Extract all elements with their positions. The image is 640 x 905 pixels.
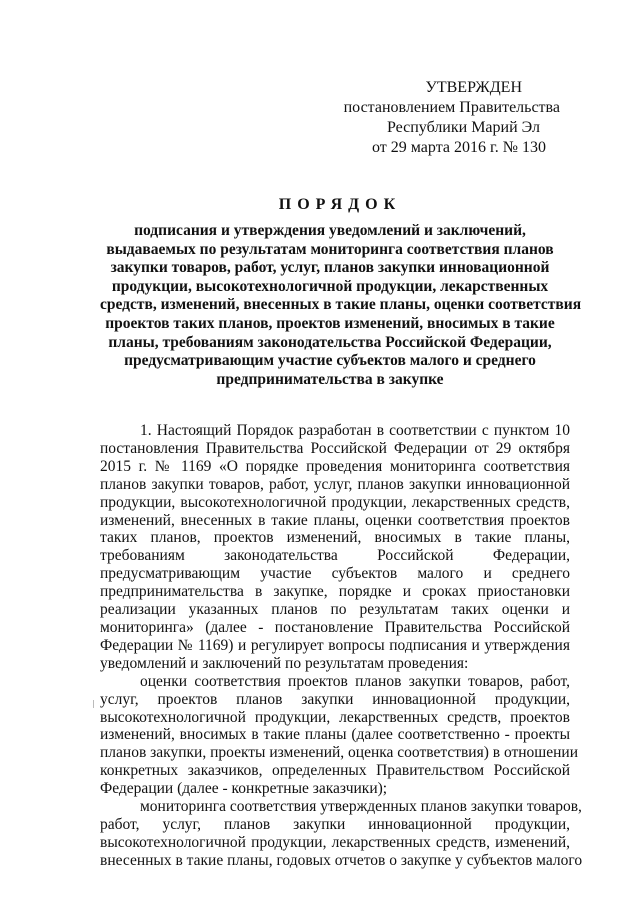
paragraph-line: 2015 г. № 1169 «О порядке проведения мониторинга соответствия [100, 457, 570, 475]
paragraph-line: предпринимательства в закупке, порядке и сроках приостановки [100, 583, 570, 601]
paragraph-line: планов закупки, проекты изменений, оценка соответствия) в отношении [100, 744, 579, 762]
subtitle-line: предпринимательства в закупке [216, 370, 444, 388]
subtitle-line: средств, изменений, внесенных в такие планы, оценки соответствия [100, 296, 582, 314]
paragraph-line: изменений, внесенных в такие планы, оценки соответствия проектов [100, 511, 570, 529]
subtitle-line: планы, требованиям законодательства Российской Федерации, [108, 333, 552, 351]
paragraph-line: планов закупки товаров, работ, услуг, планов закупки инновационной [100, 475, 570, 493]
document-subtitle [100, 222, 582, 389]
paragraph-line: таких планов, проектов изменений, вносимых в такие планы, [100, 529, 570, 547]
paragraph-line: мониторинга» (далее - постановление Правительства Российской [100, 618, 570, 636]
paragraph-line: уведомлений и заключений по результатам проведения: [100, 654, 469, 672]
approval-heading: УТВЕРЖДЕН [425, 79, 522, 96]
paragraph-line: требованиям законодательства Российской Федерации, [100, 547, 570, 565]
approval-date: от 29 марта 2016 г. № 130 [372, 139, 546, 156]
paragraph-line: реализации указанных планов по результатам таких оценки и [100, 601, 570, 619]
paragraph-line: продукции, высокотехнологичной продукции, лекарственных средств, [100, 493, 570, 511]
paragraph-line: работ, услуг, планов закупки инновационной продукции, [100, 815, 570, 833]
subtitle-line: выдаваемых по результатам мониторинга соответствия планов [106, 240, 554, 258]
document-body [100, 422, 583, 870]
paragraph-line: высокотехнологичной продукции, лекарственных средств, проектов [100, 708, 570, 726]
paragraph-line: постановления Правительства Российской Федерации от 29 октября [100, 439, 570, 457]
paragraph-line: мониторинга соответствия утвержденных планов закупки товаров, [140, 798, 582, 816]
subtitle-line: предусматривающим участие субъектов малого и среднего [124, 352, 536, 370]
paragraph-line: внесенных в такие планы, годовых отчетов о закупке у субъектов малого [100, 851, 583, 869]
paragraph-line: Федерации № 1169) и регулирует вопросы подписания и утверждения [100, 636, 570, 654]
paragraph-line: высокотехнологичной продукции, лекарственных средств, изменений, [100, 833, 570, 851]
scan-mark [93, 700, 94, 708]
paragraph-line: оценки соответствия проектов планов закупки товаров, работ, [140, 672, 570, 690]
paragraph-line: 1. Настоящий Порядок разработан в соответствии с пунктом 10 [140, 422, 570, 439]
paragraph-line: услуг, проектов планов закупки инновационной продукции, [100, 690, 570, 708]
subtitle-line: проектов таких планов, проектов изменений, вносимых в такие [105, 314, 555, 332]
subtitle-line: продукции, высокотехнологичной продукции, лекарственных [111, 277, 549, 295]
approval-block [0, 78, 560, 158]
subtitle-line: подписания и утверждения уведомлений и заключений, [134, 222, 526, 239]
paragraph-line: предусматривающим участие субъектов малого и среднего [100, 565, 570, 583]
approval-line: Республики Марий Эл [386, 119, 540, 136]
approval-line: постановлением Правительства [343, 99, 560, 116]
paragraph-line: изменений, вносимых в такие планы (далее соответственно - проекты [100, 726, 570, 744]
subtitle-line: закупки товаров, работ, услуг, планов закупки инновационной [110, 259, 550, 277]
paragraph-line: Федерации (далее - конкретные заказчики); [100, 780, 388, 798]
document-title: ПОРЯДОК [278, 196, 402, 213]
paragraph-line: конкретных заказчиков, определенных Правительством Российской [100, 762, 570, 780]
